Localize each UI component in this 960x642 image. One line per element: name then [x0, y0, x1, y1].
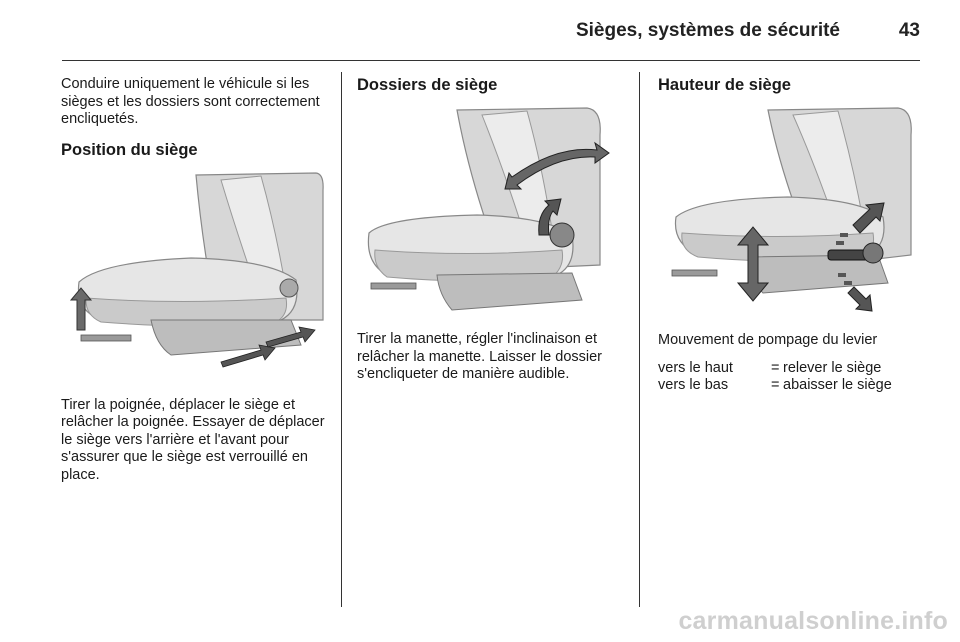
- backrest-illustration: [357, 105, 620, 318]
- header-title: Sièges, systèmes de sécurité: [575, 20, 840, 41]
- page-number: 43: [898, 20, 920, 41]
- column-backrest: [357, 76, 625, 384]
- backrest-instructions: Tirer la manette, régler l'inclinaison et relâcher la manette. Laisser le dossier s'encliqueter de manière audible.: [357, 331, 603, 382]
- column-seat-position: [61, 76, 326, 484]
- column-divider-left: [341, 72, 342, 607]
- seat-position-instructions: Tirer la poignée, déplacer le siège et relâcher la poignée. Essayer de déplacer le siège vers l'arrière et l'avant pour s'assurer que le siège est verrouillé en place.: [61, 396, 325, 483]
- page-header: [0, 14, 920, 54]
- legend-term: vers le haut: [658, 359, 733, 376]
- heading-seat-position: Position du siège: [61, 140, 198, 159]
- legend-equals: =: [771, 359, 780, 376]
- heading-backrest: Dossiers de siège: [357, 76, 498, 94]
- heading-seat-height: Hauteur de siège: [658, 76, 791, 94]
- seat-height-illustration: [658, 105, 921, 318]
- legend-description: abaisser le siège: [783, 377, 892, 393]
- seat-position-illustration: [61, 170, 324, 383]
- column-divider-right: [639, 72, 640, 607]
- column-seat-height: [658, 76, 920, 395]
- intro-paragraph: Conduire uniquement le véhicule si les sièges et les dossiers sont correctement encliquetés.: [61, 76, 320, 127]
- legend-description: relever le siège: [783, 359, 882, 376]
- seat-height-instructions: Mouvement de pompage du levier: [658, 332, 878, 348]
- legend-row-up: [658, 360, 920, 378]
- header-rule: [62, 60, 920, 61]
- legend-equals: =: [771, 377, 780, 393]
- seat-height-legend: [658, 360, 920, 395]
- legend-term: vers le bas: [658, 377, 729, 393]
- watermark: carmanualsonline.info: [678, 607, 948, 635]
- legend-row-down: [658, 377, 920, 395]
